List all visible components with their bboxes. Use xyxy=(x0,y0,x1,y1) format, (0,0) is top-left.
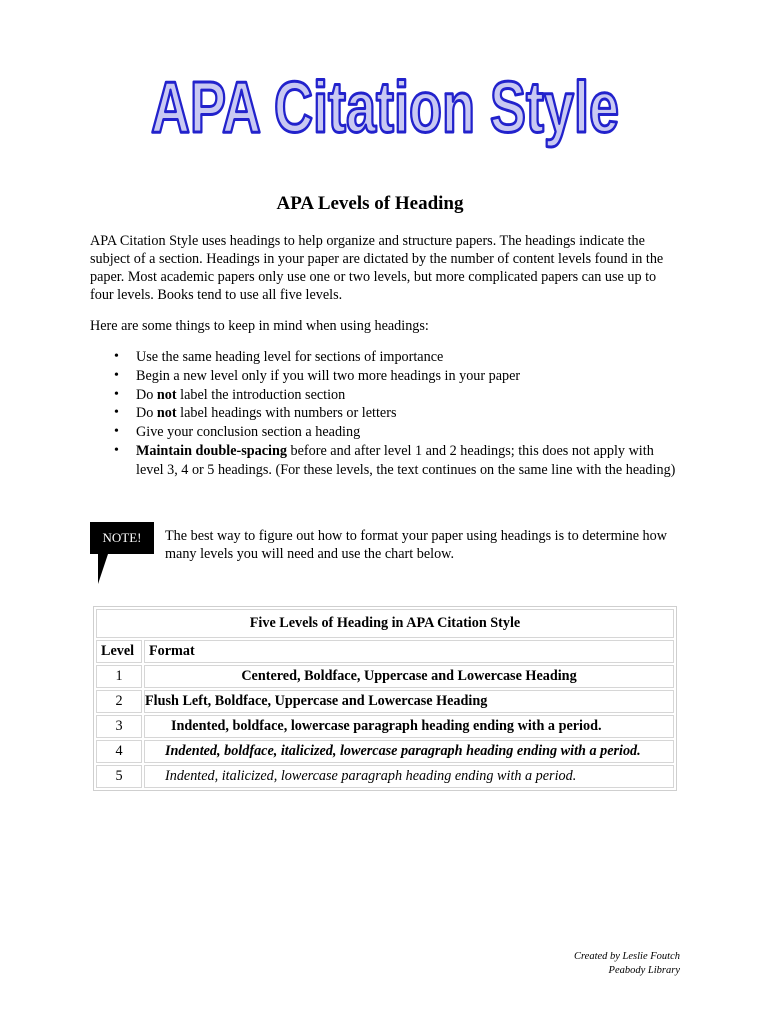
format-cell: Indented, boldface, lowercase paragraph heading ending with a period. xyxy=(144,715,674,738)
level-cell: 4 xyxy=(96,740,142,763)
format-cell: Centered, Boldface, Uppercase and Lowercase Heading xyxy=(144,665,674,688)
level-cell: 3 xyxy=(96,715,142,738)
heading-levels-table xyxy=(93,606,677,791)
page-title: APA Levels of Heading xyxy=(276,193,464,214)
list-item: • Maintain double-spacing before and after level 1 and 2 headings; this does not apply with level 3, 4 or 5 headings. (For these levels, the text continues on the same line with the heading) xyxy=(136,442,676,480)
format-cell: Flush Left, Boldface, Uppercase and Lowercase Heading xyxy=(144,690,674,713)
list-item: • Give your conclusion section a heading xyxy=(136,423,676,442)
table-caption: Five Levels of Heading in APA Citation Style xyxy=(96,609,674,638)
level-cell: 5 xyxy=(96,765,142,788)
level-cell: 1 xyxy=(96,665,142,688)
table-row xyxy=(96,690,674,713)
level-cell: 2 xyxy=(96,690,142,713)
logo-text: APA Citation Style xyxy=(151,68,619,148)
table-row xyxy=(96,715,674,738)
table-row xyxy=(96,665,674,688)
note-text: The best way to figure out how to format your paper using headings is to determine how many levels you will need and use the chart below. xyxy=(165,528,667,562)
credit-library: Peabody Library xyxy=(608,965,680,976)
list-item: • Do not label headings with numbers or letters xyxy=(136,404,676,423)
logo-wordart xyxy=(140,58,630,154)
list-item: • Begin a new level only if you will two more headings in your paper xyxy=(136,367,676,386)
table-row xyxy=(96,740,674,763)
apa-citation-style-logo xyxy=(140,58,630,154)
intro-paragraph: APA Citation Style uses headings to help organize and structure papers. The headings indicate the subject of a section. Headings in your paper are dictated by the number of content levels found in the paper. Most academic papers only use one or two levels, but more complicated papers can use up to four levels. Books tend to use all five levels. xyxy=(90,233,664,303)
tips-list xyxy=(136,348,676,480)
format-cell: Indented, boldface, italicized, lowercase paragraph heading ending with a period. xyxy=(144,740,674,763)
column-header-level: Level xyxy=(96,640,142,663)
format-cell: Indented, italicized, lowercase paragraph heading ending with a period. xyxy=(144,765,674,788)
credit-block xyxy=(574,950,680,978)
list-item: • Use the same heading level for sections of importance xyxy=(136,348,676,367)
list-item: • Do not label the introduction section xyxy=(136,386,676,405)
column-header-format: Format xyxy=(144,640,674,663)
credit-author: Created by Leslie Foutch xyxy=(573,951,680,962)
note-label: NOTE! xyxy=(102,530,142,545)
lead-sentence: Here are some things to keep in mind when using headings: xyxy=(90,318,429,334)
table-row xyxy=(96,765,674,788)
